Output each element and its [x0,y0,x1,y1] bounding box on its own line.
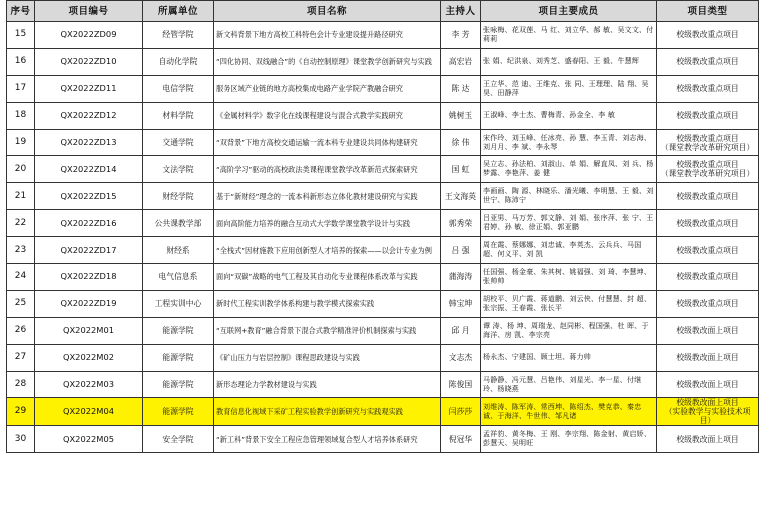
project-type-label: 校级教改面上项目 [676,398,739,408]
table-row [7,237,759,264]
cell-type [657,344,759,371]
cell-name: 新文科背景下地方高校工科特色会计专业建设提升路径研究 [214,22,441,49]
cell-no: 25 [7,290,35,317]
cell-type [657,48,759,75]
cell-type [657,156,759,183]
cell-name: 新时代工程实训教学体系构建与教学模式探索实践 [214,290,441,317]
cell-type [657,129,759,156]
cell-code: QX2022ZD19 [35,290,143,317]
cell-code: QX2022ZD10 [35,48,143,75]
cell-members: 张 娟、纪洪泉、刘秀芝、盛春阳、王 毅、牛慧辉 [481,48,657,75]
project-type-label: 校级教改重点项目 [676,272,739,282]
cell-host: 徐 伟 [441,129,481,156]
cell-host: 蒲海涛 [441,264,481,291]
cell-unit: 能源学院 [143,317,214,344]
cell-name: “新工科”背景下安全工程应急管理领域复合型人才培养体系研究 [214,426,441,453]
cell-host: 文志杰 [441,344,481,371]
cell-code: QX2022ZD17 [35,237,143,264]
cell-type [657,264,759,291]
cell-name: 基于“新财经”理念的一流本科新形态立体化教材建设研究与实践 [214,183,441,210]
cell-name: 面向“双碳”战略的电气工程及其自动化专业课程体系改革与实践 [214,264,441,291]
cell-no: 16 [7,48,35,75]
project-table [6,0,759,453]
project-type-sublabel: （课堂教学改革研究项目） [660,142,755,152]
cell-type [657,371,759,398]
cell-members: 任国强、杨金豪、朱其树、姚福强、刘 琦、李慧坤、张帅帅 [481,264,657,291]
cell-unit: 交通学院 [143,129,214,156]
cell-code: QX2022M03 [35,371,143,398]
cell-unit: 能源学院 [143,398,214,426]
cell-host: 陈 达 [441,75,481,102]
project-type-label: 校级教改重点项目 [676,218,739,228]
project-type-label: 校级教改面上项目 [676,326,739,336]
project-type-label: 校级教改面上项目 [676,353,739,363]
cell-members: 李画画、陶 源、林晓乐、潘光曦、李明慧、王 毅、刘世宁、陈沛宁 [481,183,657,210]
project-type-label: 校级教改重点项目 [676,84,739,94]
header-code: 项目编号 [35,1,143,22]
cell-code: QX2022M02 [35,344,143,371]
cell-members: 杨永杰、宁建国、顾士坦、蒋力帅 [481,344,657,371]
cell-name: “全栈式”因材施教下应用创新型人才培养的探索——以会计专业为例 [214,237,441,264]
cell-members: 胡校平、贝广霞、蒋道鹏、刘云侠、付慧慧、封 超、张宗振、王春霞、张长平 [481,290,657,317]
cell-type [657,317,759,344]
project-type-label: 校级教改面上项目 [676,434,739,444]
cell-unit: 能源学院 [143,344,214,371]
cell-name: 面向高阶能力培养的融合互动式大学数学课堂教学设计与实践 [214,210,441,237]
cell-members: 王淑峰、李士杰、曹梅青、孙金全、李 敏 [481,102,657,129]
cell-unit: 财经学院 [143,183,214,210]
cell-code: QX2022ZD09 [35,22,143,49]
cell-members: 孟祥豹、黄冬梅、王 刚、李宗翔、陈金射、黄启娇、彭慧天、吴明旺 [481,426,657,453]
cell-unit: 财经系 [143,237,214,264]
cell-type [657,183,759,210]
cell-host: 国 虹 [441,156,481,183]
table-row [7,48,759,75]
table-row [7,317,759,344]
project-type-sublabel: （实验教学与实验技术项目） [664,407,751,426]
project-type-label: 校级教改重点项目 [676,245,739,255]
cell-host: 姚树玉 [441,102,481,129]
cell-name: 教育信息化视域下采矿工程实验教学创新研究与实践观实践 [214,398,441,426]
cell-members: 马静静、冯元慧、吕艳伟、刘星光、李一星、付继玲、杨晓燕 [481,371,657,398]
cell-type [657,426,759,453]
table-body [7,22,759,453]
cell-code: QX2022ZD12 [35,102,143,129]
cell-host: 闫莎莎 [441,398,481,426]
cell-unit: 能源学院 [143,371,214,398]
cell-no: 27 [7,344,35,371]
header-members: 项目主要成员 [481,1,657,22]
cell-type [657,398,759,426]
cell-unit: 经管学院 [143,22,214,49]
header-host: 主持人 [441,1,481,22]
cell-code: QX2022ZD11 [35,75,143,102]
project-type-label: 校级教改面上项目 [676,380,739,390]
cell-no: 17 [7,75,35,102]
cell-no: 21 [7,183,35,210]
cell-type [657,237,759,264]
cell-type [657,210,759,237]
cell-no: 18 [7,102,35,129]
cell-unit: 文法学院 [143,156,214,183]
cell-name: 《矿山压力与岩层控制》课程思政建设与实践 [214,344,441,371]
cell-unit: 自动化学院 [143,48,214,75]
cell-unit: 材料学院 [143,102,214,129]
table-row [7,183,759,210]
project-type-label: 校级教改重点项目 [676,191,739,201]
cell-unit: 安全学院 [143,426,214,453]
table-row [7,398,759,426]
table-row [7,156,759,183]
cell-members: 吴立志、孙法柏、刘淑山、单 娟、解直凤、刘 兵、杨梦露、李艳萍、姜 健 [481,156,657,183]
cell-name: “高阶学习”驱动的高校政法类课程课堂教学改革新范式探索研究 [214,156,441,183]
header-unit: 所属单位 [143,1,214,22]
cell-no: 24 [7,264,35,291]
cell-unit: 电气信息系 [143,264,214,291]
cell-host: 郭秀荣 [441,210,481,237]
cell-code: QX2022M04 [35,398,143,426]
table-row [7,290,759,317]
cell-type [657,75,759,102]
cell-members: 宋作玲、刘玉峰、任冰亮、孙 慧、李玉青、刘志海、刘月月、李 斌、李永琴 [481,129,657,156]
cell-name: “互联网+教育”融合背景下混合式教学精准评价机制探索与实践 [214,317,441,344]
cell-members: 王立华、范 迪、王维克、张 同、王理理、陆 翔、吴 昊、田静萍 [481,75,657,102]
cell-host: 倪冠华 [441,426,481,453]
cell-host: 韩宝坤 [441,290,481,317]
cell-no: 29 [7,398,35,426]
cell-code: QX2022ZD14 [35,156,143,183]
project-type-sublabel: （课堂教学改革研究项目） [660,169,755,179]
table-row [7,22,759,49]
cell-members: 吕亚男、马万芳、郭文静、刘 娟、张序萍、张 宁、王君婷、孙 敏、徐正娟、郭亚鹏 [481,210,657,237]
project-type-label: 校级教改重点项目 [676,57,739,67]
project-type-label: 校级教改重点项目 [676,30,739,40]
cell-unit: 公共课教学部 [143,210,214,237]
table-row [7,129,759,156]
cell-members: 周在霞、蔡娜娜、刘忠诚、李英杰、云兵兵、马国超、何义平、刘 凯 [481,237,657,264]
cell-members: 张咏梅、花双莲、马 红、刘立华、郝 敏、吴文文、付莉莉 [481,22,657,49]
header-name: 项目名称 [214,1,441,22]
project-type-label: 校级教改重点项目 [676,133,739,143]
cell-name: 服务区域产业链的地方高校集成电路产业学院产教融合研究 [214,75,441,102]
cell-type [657,102,759,129]
cell-name: “四化协同、双线融合”的《自动控制原理》课堂教学创新研究与实践 [214,48,441,75]
cell-no: 26 [7,317,35,344]
cell-code: QX2022M05 [35,426,143,453]
table-row [7,371,759,398]
cell-code: QX2022ZD18 [35,264,143,291]
cell-no: 30 [7,426,35,453]
cell-code: QX2022M01 [35,317,143,344]
table-row [7,344,759,371]
cell-type [657,22,759,49]
cell-host: 王文海英 [441,183,481,210]
cell-code: QX2022ZD13 [35,129,143,156]
cell-name: 《金属材料学》数字化在线课程建设与混合式教学实践研究 [214,102,441,129]
cell-no: 28 [7,371,35,398]
project-table-container [6,0,759,453]
header-type: 项目类型 [657,1,759,22]
cell-members: 谭 涛、杨 坤、周瑞龙、赵同彬、程国强、杜 晖、于海洋、房 凯、李宗亮 [481,317,657,344]
cell-members: 刘维涛、陈军涛、常西坤、陈绍杰、樊克恭、秦忠诚、于海洋、牛世伟、邹凡诸 [481,398,657,426]
table-row [7,102,759,129]
cell-type [657,290,759,317]
cell-code: QX2022ZD16 [35,210,143,237]
cell-unit: 电信学院 [143,75,214,102]
cell-no: 22 [7,210,35,237]
table-row [7,264,759,291]
cell-name: 新形态理论力学教材建设与实践 [214,371,441,398]
project-type-label: 校级教改重点项目 [676,299,739,309]
cell-unit: 工程实训中心 [143,290,214,317]
cell-host: 李 芳 [441,22,481,49]
header-no: 序号 [7,1,35,22]
cell-no: 23 [7,237,35,264]
header-row [7,1,759,22]
project-type-label: 校级教改重点项目 [676,111,739,121]
cell-host: 邱 月 [441,317,481,344]
cell-name: “双背景”下地方高校交通运输一流本科专业建设共同体构建研究 [214,129,441,156]
cell-host: 高宏岩 [441,48,481,75]
cell-no: 20 [7,156,35,183]
table-row [7,75,759,102]
cell-host: 陈俊国 [441,371,481,398]
cell-no: 19 [7,129,35,156]
cell-host: 吕 强 [441,237,481,264]
project-type-label: 校级教改重点项目 [676,160,739,170]
cell-no: 15 [7,22,35,49]
table-row [7,426,759,453]
cell-code: QX2022ZD15 [35,183,143,210]
table-row [7,210,759,237]
